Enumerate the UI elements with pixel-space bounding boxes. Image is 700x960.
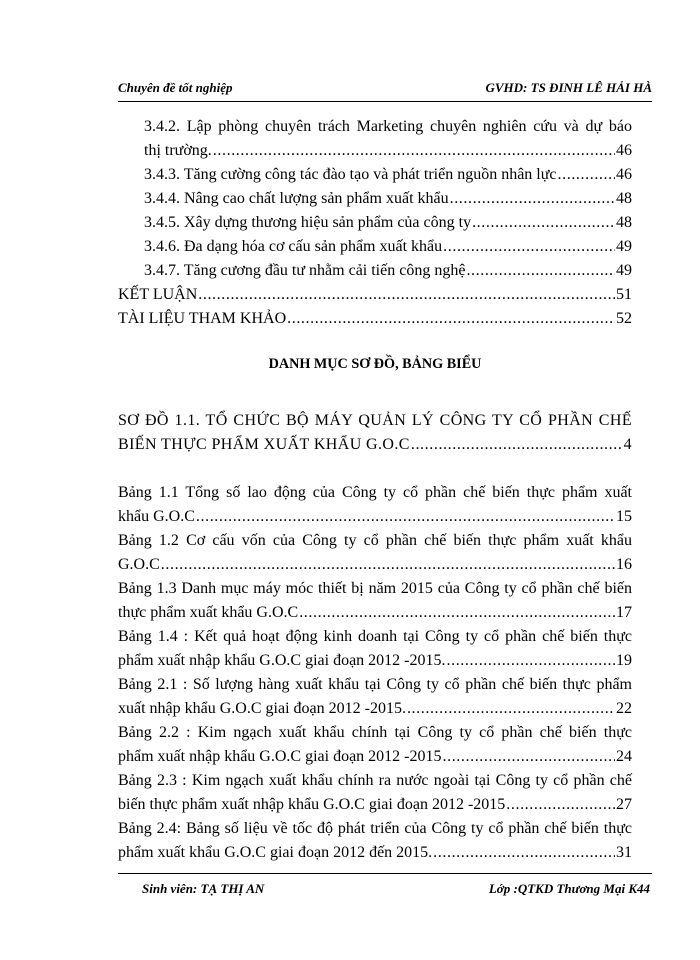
table-entry-line2: khẩu G.O.C (118, 508, 195, 525)
table-page-number: 27 (616, 796, 632, 813)
table-entry-line1: Bảng 2.4: Bảng số liệu về tốc độ phát triển của Công ty cổ phần chế biến thực (118, 820, 632, 837)
toc-entry[interactable] (144, 238, 632, 262)
toc-page-number: 52 (616, 310, 632, 327)
leader-dots (472, 214, 615, 232)
diagram-entry-line2: BIẾN THỰC PHẨM XUẤT KHẨU G.O.C (118, 436, 410, 453)
table-entry-line2: phẩm xuất khẩu G.O.C giai đoạn 2012 đến 2015. (118, 844, 433, 861)
table-entry[interactable] (118, 724, 632, 772)
toc-page-number: 51 (616, 286, 632, 303)
list-title: DANH MỤC SƠ ĐỒ, BẢNG BIỂU (268, 356, 482, 372)
toc-entry-title: 3.4.7. Tăng cương đầu tư nhằm cải tiến công nghệ (144, 262, 466, 279)
diagram-page-number: 4 (623, 436, 632, 453)
table-page-number: 24 (616, 748, 632, 765)
table-entry-line1: Bảng 1.3 Danh mục máy móc thiết bị năm 2015 của Công ty cổ phần chế biến (118, 580, 632, 597)
table-entry[interactable] (118, 532, 632, 580)
table-page-number: 22 (616, 700, 632, 717)
table-page-number: 19 (616, 652, 632, 669)
table-entry-line1: Bảng 1.4 : Kết quả hoạt động kinh doanh tại Công ty cổ phần chế biến thực (118, 628, 632, 645)
leader-dots (198, 286, 615, 304)
table-entry-line1: Bảng 2.1 : Số lượng hàng xuất khẩu tại Công ty cổ phần chế biến thực phẩm (118, 676, 632, 693)
toc-entry-line2: thị trường. (144, 142, 212, 159)
toc-entry[interactable] (144, 166, 632, 190)
diagram-entry-line1: SƠ ĐỒ 1.1. TỔ CHỨC BỘ MÁY QUẢN LÝ CÔNG TY CỔ PHẦN CHẾ (118, 412, 632, 429)
footer-left: Sinh viên: TẠ THỊ AN (142, 881, 265, 896)
table-entry-line2: G.O.C (118, 556, 160, 573)
table-page-number: 16 (616, 556, 632, 573)
table-entry[interactable] (118, 772, 632, 820)
table-entry-line1: Bảng 2.2 : Kim ngạch xuất khẩu chính tại Công ty cổ phần chế biến thực (118, 724, 632, 741)
table-page-number: 31 (616, 844, 632, 861)
table-entry-line1: Bảng 1.1 Tổng số lao động của Công ty cổ phần chế biến thực phẩm xuất (118, 484, 632, 501)
toc-page-number: 48 (616, 214, 632, 231)
toc-entry-line1: 3.4.2. Lập phòng chuyên trách Marketing chuyên nghiên cứu và dự báo (144, 118, 632, 135)
leader-dots (443, 238, 615, 256)
leader-dots (287, 310, 615, 328)
toc-entry-title: 3.4.5. Xây dựng thương hiệu sản phẩm của công ty (144, 214, 472, 231)
table-entry-line2: phẩm xuất nhập khẩu G.O.C giai đoạn 2012 -2015 (118, 748, 442, 765)
leader-dots (506, 796, 615, 814)
table-entry-line2: thực phẩm xuất khẩu G.O.C (118, 604, 299, 621)
toc-entry-title: TÀI LIỆU THAM KHẢO (118, 310, 287, 327)
leader-dots (161, 556, 615, 574)
toc-entry-title: 3.4.3. Tăng cường công tác đào tạo và phát triển nguồn nhân lực (144, 166, 557, 183)
leader-dots (443, 748, 616, 766)
toc-page-number: 46 (616, 142, 632, 159)
toc-page-number: 48 (616, 190, 632, 207)
table-entry[interactable] (118, 484, 632, 532)
leader-dots (196, 508, 615, 526)
leader-dots (558, 166, 615, 184)
leader-dots (213, 142, 615, 160)
leader-dots (447, 652, 616, 670)
leader-dots (407, 700, 615, 718)
leader-dots (299, 604, 615, 622)
toc-entry-title: 3.4.4. Nâng cao chất lượng sản phẩm xuất khẩu (144, 190, 449, 207)
toc-entry[interactable] (144, 118, 632, 166)
table-entry-line2: biến thực phẩm xuất nhập khẩu G.O.C giai đoạn 2012 -2015 (118, 796, 506, 813)
leader-dots (466, 262, 615, 280)
toc-page-number: 46 (616, 166, 632, 183)
table-entry[interactable] (118, 820, 632, 868)
toc-page-number: 49 (616, 238, 632, 255)
toc-entry[interactable] (144, 262, 632, 286)
toc-entry[interactable] (118, 310, 632, 334)
leader-dots (411, 436, 623, 454)
toc-entry-title: 3.4.6. Đa dạng hóa cơ cấu sản phẩm xuất khẩu (144, 238, 443, 255)
footer-rule (118, 873, 652, 874)
leader-dots (433, 844, 615, 862)
header-rule (118, 101, 652, 102)
toc-entry[interactable] (118, 286, 632, 310)
table-entry-line1: Bảng 2.3 : Kim ngạch xuất khẩu chính ra nước ngoài tại Công ty cổ phần chế (118, 772, 632, 789)
table-page-number: 15 (616, 508, 632, 525)
table-entry-line2: xuất nhập khẩu G.O.C giai đoạn 2012 -2015. (118, 700, 406, 717)
toc-entry[interactable] (144, 214, 632, 238)
table-entry[interactable] (118, 628, 632, 676)
page-header (118, 80, 652, 100)
header-right: GVHD: TS ĐINH LÊ HẢI HÀ (485, 80, 652, 95)
toc-entry[interactable] (144, 190, 632, 214)
header-left: Chuyên đề tốt nghiệp (118, 80, 233, 95)
table-entry[interactable] (118, 580, 632, 628)
footer-right: Lớp :QTKD Thương Mại K44 (488, 881, 650, 896)
diagram-entry[interactable] (118, 412, 632, 460)
table-entry-line1: Bảng 1.2 Cơ cấu vốn của Công ty cổ phần chế biến thực phẩm xuất khẩu (118, 532, 632, 549)
toc-entry-title: KẾT LUẬN (118, 286, 198, 303)
leader-dots (450, 190, 615, 208)
table-entry-line2: phẩm xuất nhập khẩu G.O.C giai đoạn 2012 -2015. (118, 652, 446, 669)
table-page-number: 17 (616, 604, 632, 621)
toc-page-number: 49 (616, 262, 632, 279)
table-entry[interactable] (118, 676, 632, 724)
